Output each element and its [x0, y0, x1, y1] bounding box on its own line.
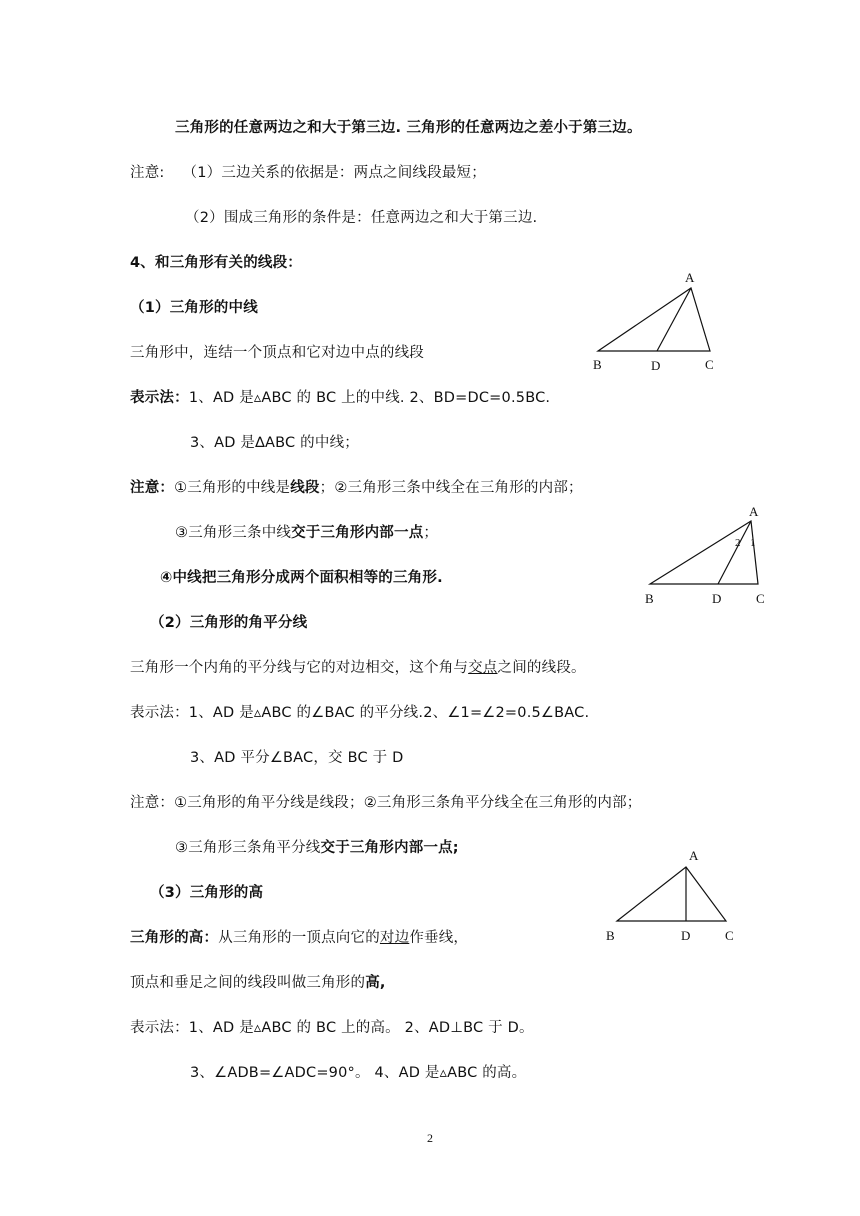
median-notation-1-text: 1、AD 是▵ABC 的 BC 上的中线. 2、BD=DC=0.5BC. [188, 390, 551, 406]
median-note-1 [130, 478, 583, 498]
altitude-definition-part: 作垂线， [409, 930, 469, 946]
angle-label-2: 2 [735, 537, 741, 549]
bisector-note-1: 注意：①三角形的角平分线是线段；②三角形三条角平分线全在三角形的内部； [130, 795, 642, 811]
vertex-label-a: A [689, 848, 699, 863]
median-triangle-figure [588, 266, 728, 378]
median-notation-1 [130, 388, 550, 408]
median-note-4: ④中线把三角形分成两个面积相等的三角形. [160, 570, 443, 586]
altitude-definition-part: 从三角形的一顶点向它的 [218, 930, 380, 946]
vertex-label-c: C [756, 591, 765, 606]
median-notation-2: 3、AD 是∆ABC 的中线； [190, 435, 359, 451]
median-note-3 [175, 523, 438, 543]
vertex-label-b: B [593, 357, 602, 372]
note-label: 注意: [130, 165, 165, 181]
median-definition: 三角形中，连结一个顶点和它对边中点的线段 [130, 345, 424, 361]
vertex-label-a: A [749, 504, 759, 519]
bisector-note-emphasis: 交于三角形内部一点; [320, 840, 459, 856]
median-note-part: ； [423, 525, 439, 541]
median-triangle-outline [598, 288, 710, 351]
bisector-segment [718, 521, 751, 584]
bisector-definition-underlined: 交点 [468, 660, 498, 676]
point-label-d: D [712, 591, 722, 606]
note-1-text: （1）三边关系的依据是：两点之间线段最短； [182, 165, 486, 181]
bisector-heading: （2）三角形的角平分线 [150, 615, 308, 631]
bisector-definition-part: 之间的线段。 [497, 660, 586, 676]
bisector-note-part: ③三角形三条角平分线 [175, 840, 321, 856]
section-heading: 4、和三角形有关的线段： [130, 255, 302, 271]
vertex-label-c: C [705, 357, 714, 372]
vertex-label-b: B [645, 591, 654, 606]
altitude-label: 三角形的高： [130, 930, 219, 946]
vertex-label-b: B [606, 928, 615, 943]
altitude-triangle-outline [617, 867, 726, 921]
bisector-definition-part: 三角形一个内角的平分线与它的对边相交，这个角与 [130, 660, 469, 676]
note-label: 注意： [130, 480, 175, 496]
bisector-definition [130, 658, 586, 678]
median-note-emphasis: 交于三角形内部一点 [291, 525, 424, 541]
bisector-triangle-outline [650, 521, 758, 584]
triangle-inequality-rule: 三角形的任意两边之和大于第三边. 三角形的任意两边之差小于第三边。 [175, 120, 642, 136]
vertex-label-c: C [725, 928, 734, 943]
notation-label: 表示法： [130, 390, 189, 406]
note-1 [130, 163, 486, 183]
altitude-triangle-figure [600, 843, 750, 948]
median-note-part: ；②三角形三条中线全在三角形的内部； [319, 480, 583, 496]
altitude-definition-1 [130, 928, 468, 948]
note-2: （2）围成三角形的条件是：任意两边之和大于第三边. [185, 210, 538, 226]
altitude-heading: （3）三角形的高 [150, 885, 264, 901]
altitude-definition-part: 顶点和垂足之间的线段叫做三角形的 [130, 975, 366, 991]
bisector-notation-1: 表示法：1、AD 是▵ABC 的∠BAC 的平分线.2、∠1=∠2=0.5∠BAC. [130, 705, 590, 721]
bisector-notation-2: 3、AD 平分∠BAC，交 BC 于 D [190, 750, 404, 766]
bisector-note-3 [175, 838, 459, 858]
altitude-definition-2 [130, 973, 386, 993]
median-segment [657, 288, 691, 351]
bisector-triangle-figure [640, 500, 780, 610]
median-heading: （1）三角形的中线 [130, 300, 258, 316]
altitude-definition-underlined: 对边 [379, 930, 410, 946]
angle-label-1: 1 [750, 537, 756, 549]
altitude-definition-emphasis: 高, [365, 975, 386, 991]
altitude-notation-1: 表示法：1、AD 是▵ABC 的 BC 上的高。 2、AD⊥BC 于 D。 [130, 1020, 534, 1036]
altitude-notation-2: 3、∠ADB=∠ADC=90°。 4、AD 是▵ABC 的高。 [190, 1065, 527, 1081]
point-label-d: D [681, 928, 691, 943]
median-note-part: ①三角形的中线是 [174, 480, 291, 496]
point-label-d: D [651, 358, 661, 373]
median-note-part: ③三角形三条中线 [175, 525, 292, 541]
median-note-emphasis: 线段 [290, 480, 320, 496]
page-number: 2 [427, 1131, 433, 1145]
vertex-label-a: A [685, 270, 695, 285]
